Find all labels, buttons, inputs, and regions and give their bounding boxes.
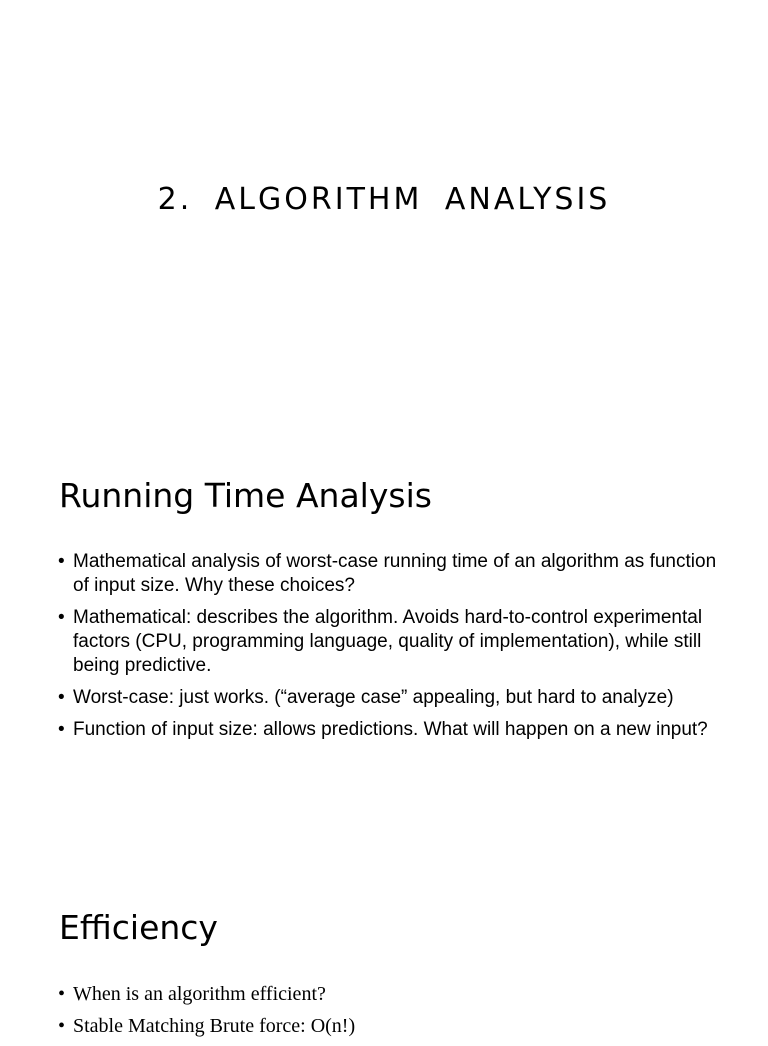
bullet-item: • Stable Matching Brute force: O(n!) bbox=[58, 1014, 718, 1038]
slide-heading: Running Time Analysis bbox=[59, 476, 432, 515]
bullet-item: • When is an algorithm efficient? bbox=[58, 982, 718, 1006]
efficiency-slide bbox=[0, 864, 768, 1037]
chapter-title: 2. ALGORITHM ANALYSIS bbox=[157, 182, 611, 217]
slide-heading: Efficiency bbox=[59, 908, 218, 947]
bullet-item: • Mathematical analysis of worst-case running time of an algorithm as function of input size. Why these choices? bbox=[58, 550, 718, 598]
title-slide bbox=[0, 0, 768, 432]
bullet-item: • Mathematical: describes the algorithm. Avoids hard-to-control experimental factors (CPU, programming language, quality of implementation), while still being predictive. bbox=[58, 606, 718, 678]
bullet-item: • Function of input size: allows predictions. What will happen on a new input? bbox=[58, 718, 718, 742]
bullet-item: • Worst-case: just works. (“average case” appealing, but hard to analyze) bbox=[58, 686, 718, 710]
bullet-list bbox=[58, 982, 718, 1046]
running-time-slide bbox=[0, 432, 768, 864]
bullet-list bbox=[58, 550, 718, 750]
